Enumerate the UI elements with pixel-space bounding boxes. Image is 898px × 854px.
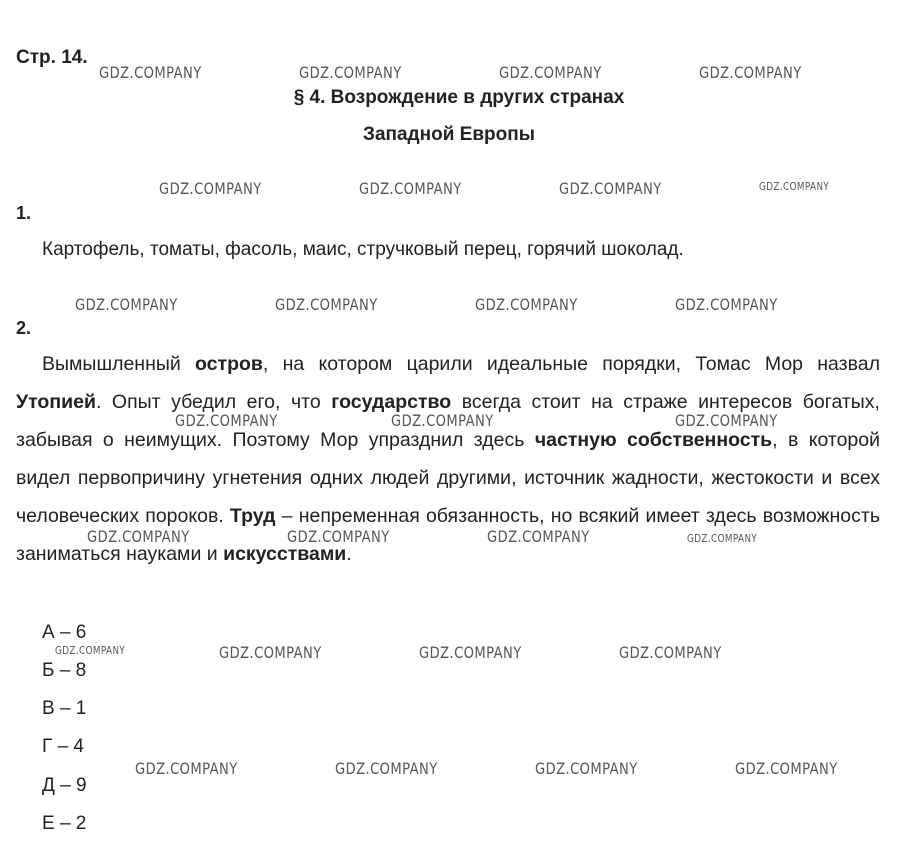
answer-item: Б – 8 bbox=[42, 660, 87, 681]
bold-term-private-property: частную собственность bbox=[534, 429, 773, 451]
bold-term-utopia: Утопией bbox=[16, 391, 96, 413]
watermark: GDZ.COMPANY bbox=[175, 411, 278, 430]
watermark: GDZ.COMPANY bbox=[287, 527, 390, 546]
watermark: GDZ.COMPANY bbox=[87, 527, 190, 546]
watermark: GDZ.COMPANY bbox=[135, 759, 238, 778]
watermark: GDZ.COMPANY bbox=[275, 295, 378, 314]
bold-term-island: остров bbox=[195, 353, 263, 375]
watermark: GDZ.COMPANY bbox=[335, 759, 438, 778]
task1-answer: Картофель, томаты, фасоль, маис, стручковый перец, горячий шоколад. bbox=[42, 239, 684, 260]
answer-item: Д – 9 bbox=[42, 775, 87, 796]
section-title-line2: Западной Европы bbox=[363, 124, 535, 145]
watermark: GDZ.COMPANY bbox=[419, 643, 522, 662]
answer-item: Е – 2 bbox=[42, 813, 87, 834]
watermark: GDZ.COMPANY bbox=[675, 411, 778, 430]
answer-item: Г – 4 bbox=[42, 736, 84, 757]
watermark: GDZ.COMPANY bbox=[699, 63, 802, 82]
page-label: Стр. 14. bbox=[16, 47, 88, 68]
task2-number: 2. bbox=[16, 318, 32, 338]
watermark: GDZ.COMPANY bbox=[619, 643, 722, 662]
watermark: GDZ.COMPANY bbox=[487, 527, 590, 546]
task1-number: 1. bbox=[16, 203, 32, 223]
watermark: GDZ.COMPANY bbox=[559, 179, 662, 198]
watermark: GDZ.COMPANY bbox=[735, 759, 838, 778]
watermark: GDZ.COMPANY bbox=[359, 179, 462, 198]
watermark: GDZ.COMPANY bbox=[675, 295, 778, 314]
watermark: GDZ.COMPANY bbox=[759, 180, 830, 193]
watermark: GDZ.COMPANY bbox=[535, 759, 638, 778]
watermark: GDZ.COMPANY bbox=[299, 63, 402, 82]
watermark: GDZ.COMPANY bbox=[687, 532, 758, 545]
task2-paragraph: Вымышленный остров, на котором царили идеальные порядки, Томас Мор назвал Утопией. Опыт убедил его, что государство всегда стоит на страже интересов богатых, забывая о неимущих. Поэтому Мор упразднил здесь частную собственность, в которой видел первопричину угнетения одних людей другими, источник жадности, жестокости и всех человеческих пороков. Труд – непременная обязанность, но всякий имеет здесь возможность заниматься науками и искусствами. bbox=[16, 353, 880, 565]
bold-term-labor: Труд bbox=[229, 505, 276, 527]
answer-item: А – 6 bbox=[42, 622, 87, 643]
watermark: GDZ.COMPANY bbox=[75, 295, 178, 314]
watermark: GDZ.COMPANY bbox=[499, 63, 602, 82]
watermark: GDZ.COMPANY bbox=[475, 295, 578, 314]
answer-item: В – 1 bbox=[42, 698, 87, 719]
watermark: GDZ.COMPANY bbox=[55, 644, 126, 657]
watermark: GDZ.COMPANY bbox=[219, 643, 322, 662]
section-title-line1: § 4. Возрождение в других странах bbox=[293, 87, 625, 108]
bold-term-arts: искусствами bbox=[223, 543, 347, 565]
bold-term-state: государство bbox=[331, 391, 452, 413]
watermark: GDZ.COMPANY bbox=[99, 63, 202, 82]
watermark: GDZ.COMPANY bbox=[159, 179, 262, 198]
watermark: GDZ.COMPANY bbox=[391, 411, 494, 430]
